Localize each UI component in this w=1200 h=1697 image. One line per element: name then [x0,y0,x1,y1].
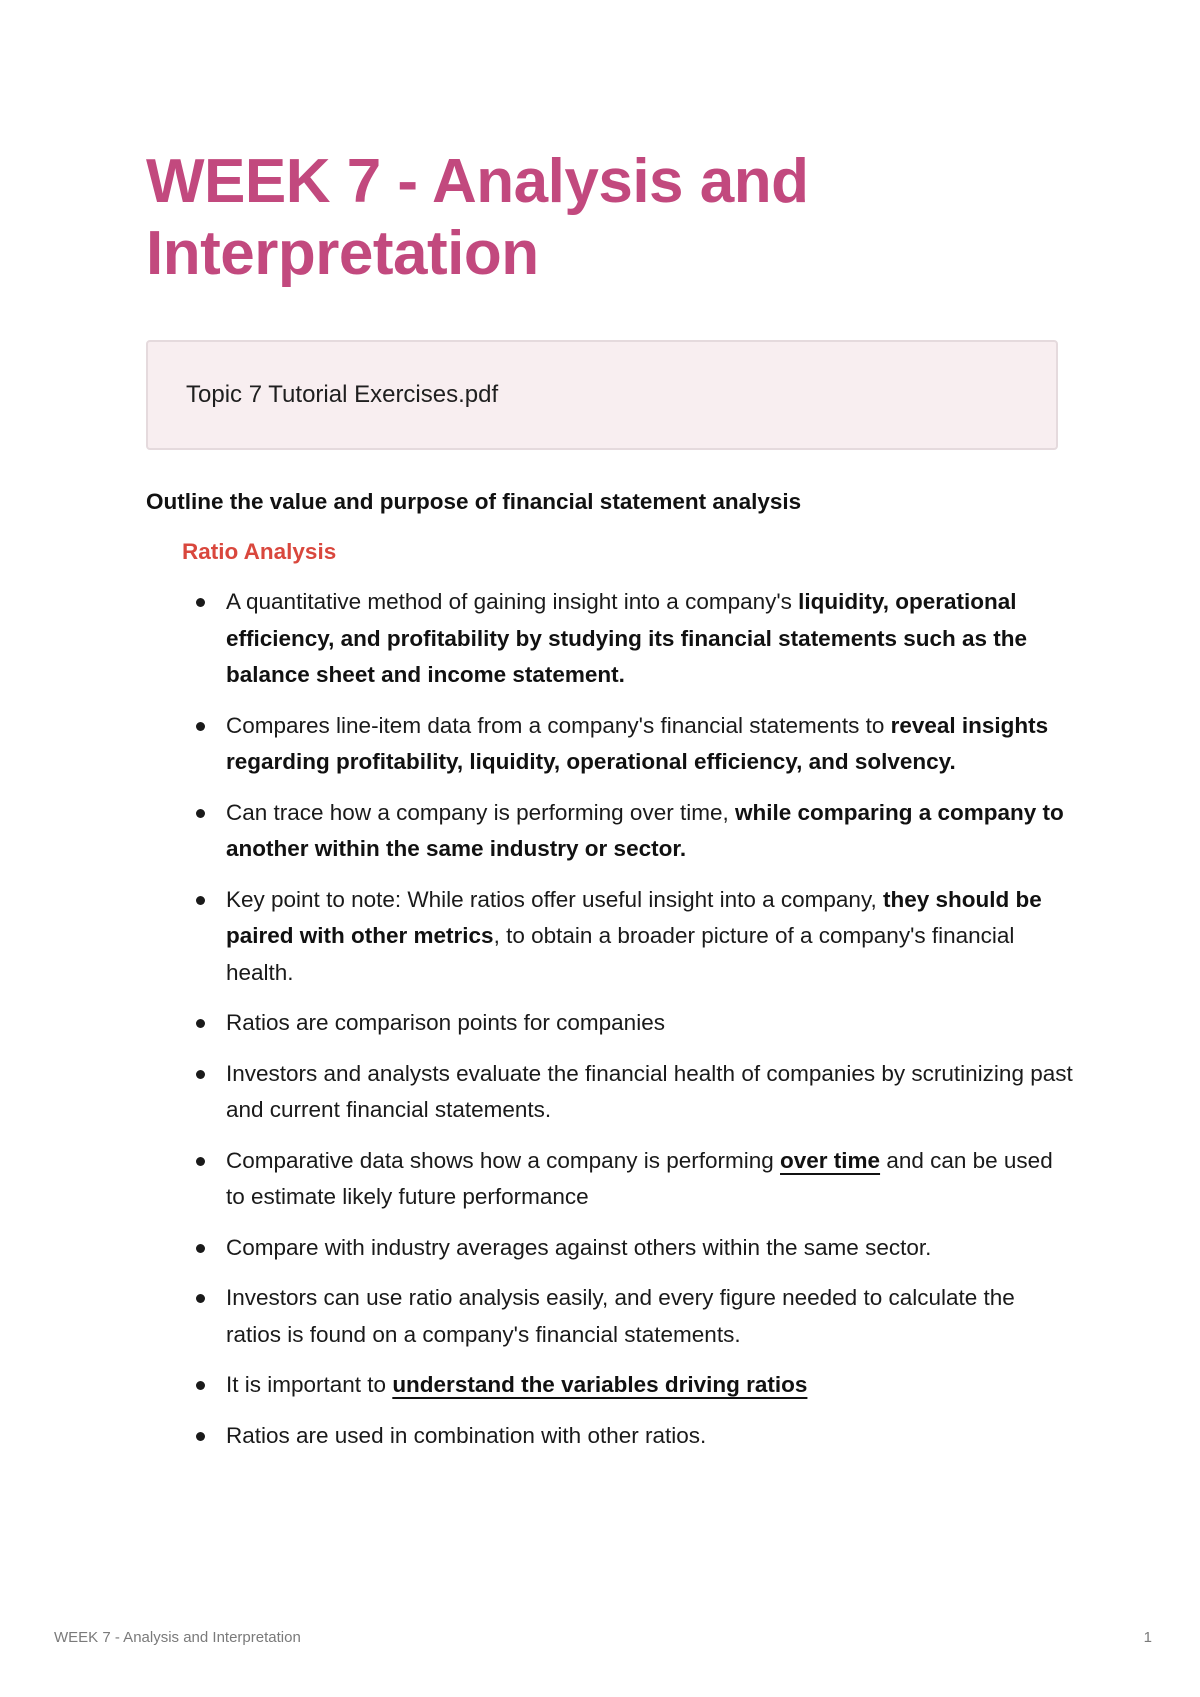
bullet-icon [196,809,205,818]
bullet-list [196,584,1076,1468]
bullet-bold-text: while comparing a company to another within the same industry or sector. [226,799,1064,861]
pdf-attachment[interactable] [146,340,1058,450]
bullet-text: Ratios are used in combination with other ratios. [226,1422,707,1448]
list-item [196,882,1076,992]
list-item [196,708,1076,781]
bullet-icon [196,896,205,905]
bullet-icon [196,1070,205,1079]
bullet-text: Can trace how a company is performing over time, [226,799,735,825]
bullet-underlined-text: over time [780,1147,881,1173]
list-item [196,1056,1076,1129]
bullet-text: It is important to [226,1372,393,1397]
bullet-icon [196,1432,205,1441]
bullet-text: Investors and analysts evaluate the financial health of companies by scrutinizing past and current financial statements. [226,1060,1073,1122]
bullet-text: A quantitative method of gaining insight into a company's [226,589,799,614]
bullet-icon [196,1294,205,1303]
list-item [196,1143,1076,1216]
bullet-text: and can be used to estimate likely future performance [226,1147,1053,1209]
bullet-text: , to obtain a broader picture of a company's financial health. [226,923,1015,985]
list-item [196,1418,1076,1455]
bullet-text: Comparative data shows how a company is performing [226,1147,781,1173]
bullet-text: Key point to note: While ratios offer useful insight into a company, [226,886,884,912]
footer-page-number: 1 [1143,1629,1152,1646]
bullet-icon [196,1381,205,1390]
bullet-bold-text: reveal insights regarding profitability, liquidity, operational efficiency, and solvency. [226,712,1049,774]
bullet-icon [196,598,205,607]
bullet-icon [196,1244,205,1253]
attachment-filename[interactable]: Topic 7 Tutorial Exercises.pdf [186,381,499,408]
bullet-text: Investors can use ratio analysis easily, and every figure needed to calculate the ratios is found on a company's financial statements. [226,1285,1015,1347]
list-item [196,1005,1076,1042]
bullet-text: Compare with industry averages against others within the same sector. [226,1234,932,1260]
bullet-underlined-text: understand the variables driving ratios [392,1372,808,1397]
section-heading: Outline the value and purpose of financial statement analysis [146,489,802,514]
bullet-bold-text: liquidity, operational efficiency, and profitability by studying its financial statements such as the balance sheet and income statement. [226,589,1028,687]
list-item [196,1367,1076,1404]
ratio-analysis-subheading: Ratio Analysis [182,539,337,564]
footer-title: WEEK 7 - Analysis and Interpretation [54,1629,301,1646]
bullet-icon [196,722,205,731]
bullet-text: Compares line-item data from a company's financial statements to [226,712,891,738]
list-item [196,795,1076,868]
bullet-icon [196,1019,205,1028]
bullet-icon [196,1157,205,1166]
bullet-bold-text: they should be paired with other metrics [226,886,1042,948]
list-item [196,584,1076,694]
page-title: WEEK 7 - Analysis and Interpretation [146,147,809,288]
bullet-text: Ratios are comparison points for companies [226,1010,665,1035]
list-item [196,1280,1076,1353]
list-item [196,1230,1076,1267]
